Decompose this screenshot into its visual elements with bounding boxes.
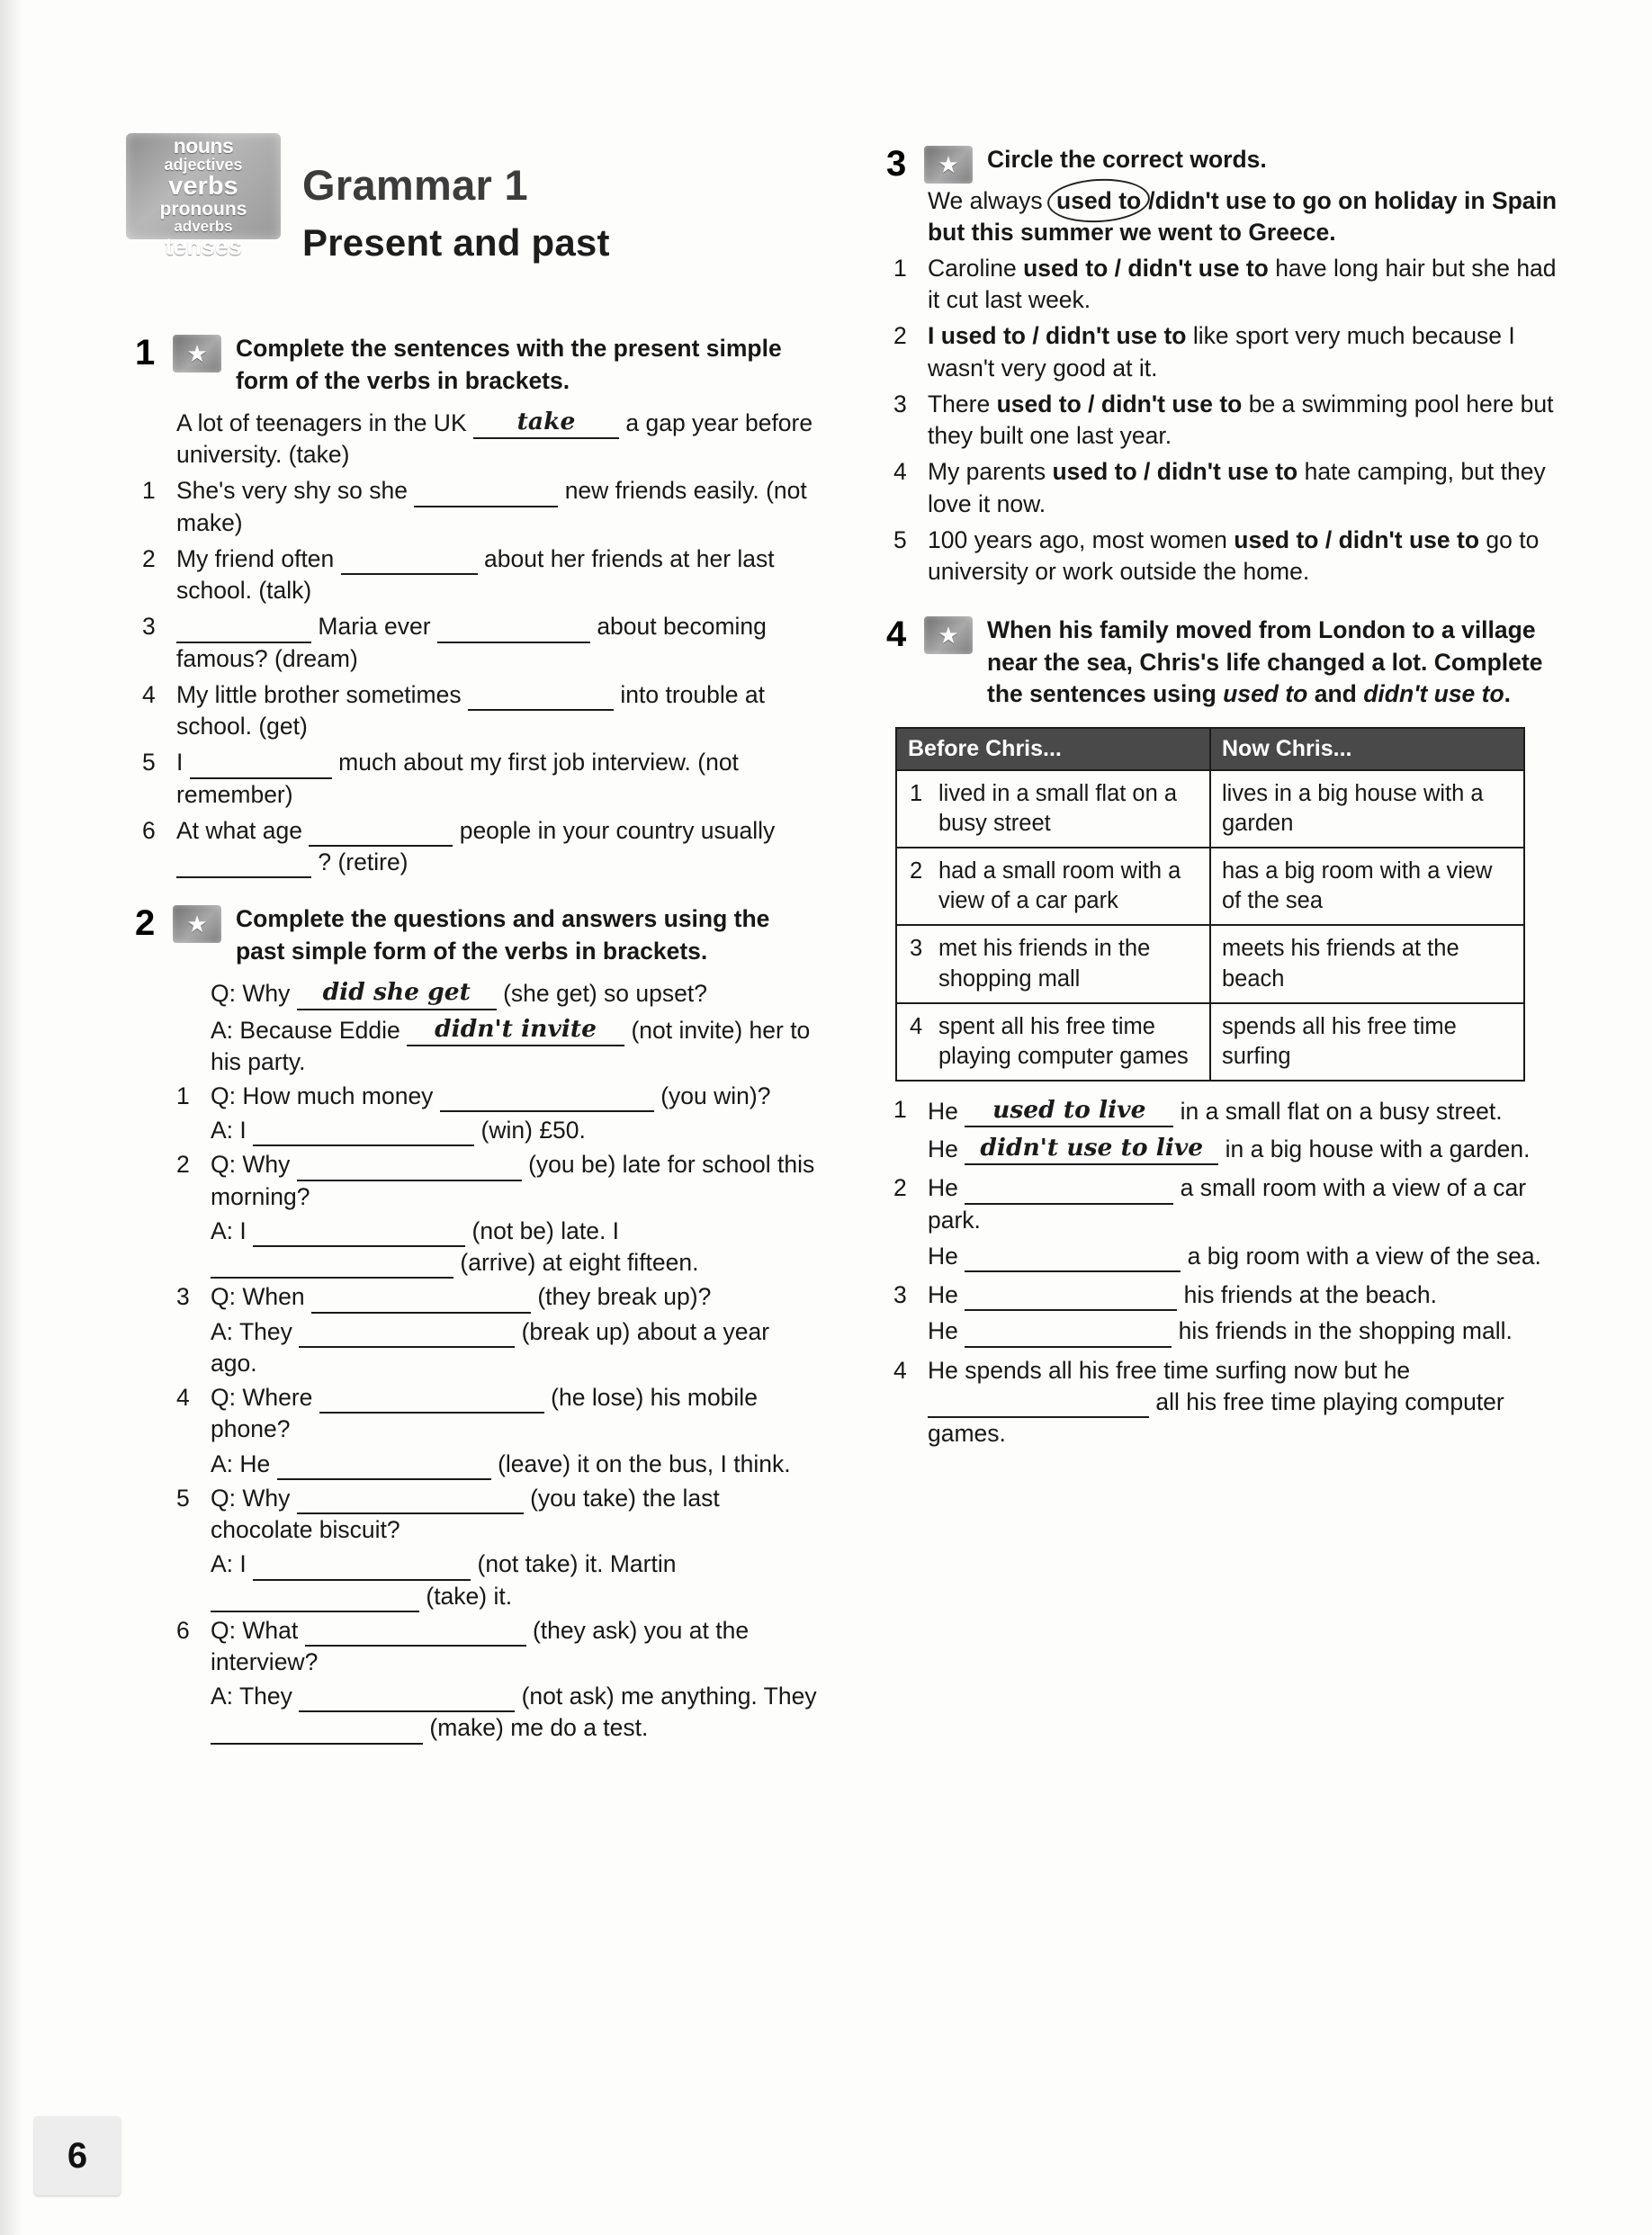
list-item[interactable] (135, 1548, 819, 1611)
qa-before: Because Eddie (239, 1016, 400, 1044)
qa-label: Q: (211, 1082, 236, 1109)
list-item[interactable] (135, 611, 819, 674)
item-number: 2 (142, 544, 156, 572)
right-column (886, 144, 1570, 1454)
item-number: 1 (176, 1082, 190, 1109)
qa-before: I (239, 1216, 247, 1244)
list-item[interactable] (135, 1382, 819, 1445)
cell-now: meets his friends at the beach (1210, 925, 1524, 1002)
list-item[interactable] (135, 1615, 819, 1678)
answer-blank[interactable] (299, 1322, 515, 1348)
option-pair[interactable]: used to / didn't use to (940, 322, 1187, 350)
row-number: 1 (910, 780, 923, 806)
answer-blank[interactable] (211, 1719, 423, 1745)
item-number: 4 (893, 1356, 907, 1384)
cell-now: has a big room with a view of the sea (1210, 848, 1524, 925)
option-pair[interactable]: used to / didn't use to (996, 390, 1243, 417)
answer-after: his friends at the beach. (1183, 1281, 1438, 1309)
instruction-used-to: used to (1223, 680, 1308, 708)
item-number: 6 (176, 1616, 190, 1644)
cell-text: had a small room with a view of a car park (938, 858, 1181, 914)
list-item[interactable] (135, 1115, 819, 1146)
logo-word-pronouns: pronouns (159, 199, 247, 220)
table-row (896, 770, 1524, 848)
example-answer: take (473, 406, 619, 439)
list-item[interactable] (135, 679, 819, 742)
logo-word-tenses: tenses (165, 233, 242, 260)
qa-label: A: (211, 1117, 234, 1144)
item-after: about her friends at her last school. (talk) (176, 544, 775, 605)
exercise-4-instruction (886, 615, 1570, 711)
instruction-part-1: When his family moved from London to a village near the sea, Chris's life changed a lot. Complete the sentences using (987, 616, 1543, 708)
table-header-row (896, 728, 1524, 770)
instruction-part-3: . (1504, 680, 1512, 708)
qa-after2: (make) me do a test. (429, 1714, 649, 1742)
left-column (135, 333, 819, 1747)
exercise-2-items (135, 976, 819, 1744)
qa-after: (you take) the last chocolate biscuit? (211, 1484, 720, 1544)
answer-blank[interactable] (211, 1586, 419, 1612)
star-icon (924, 616, 973, 654)
table-row (896, 1003, 1524, 1081)
list-item[interactable] (886, 389, 1570, 452)
answer-blank[interactable] (277, 1454, 491, 1480)
answer-blank[interactable] (965, 1247, 1181, 1273)
instruction-didnt-use-to: didn't use to (1363, 680, 1504, 708)
answer-before: He (928, 1097, 958, 1125)
item-before: My friend often (176, 544, 335, 572)
answer-blank[interactable] (319, 1388, 544, 1414)
item-number: 4 (893, 458, 907, 486)
page-title: Grammar 1 (302, 161, 528, 209)
item-number: 5 (142, 749, 156, 776)
list-item[interactable] (886, 1094, 1570, 1127)
list-item[interactable] (135, 1216, 819, 1279)
qa-before: I (239, 1117, 247, 1144)
answer-after: in a small flat on a busy street. (1180, 1097, 1503, 1125)
list-item[interactable] (886, 1279, 1570, 1311)
logo-word-verbs: verbs (168, 172, 238, 201)
answer-blank[interactable] (253, 1222, 465, 1248)
exercise-2-heading (135, 903, 819, 967)
item-after: new friends easily. (not make) (176, 477, 807, 536)
qa-label: A: (211, 1683, 234, 1710)
qa-after: (leave) it on the bus, I think. (498, 1450, 791, 1477)
qa-before: Where (242, 1384, 313, 1412)
answer-before: He (928, 1317, 958, 1345)
answer-before: He spends all his free time surfing now but he (928, 1356, 1411, 1384)
qa-label: Q: (211, 1384, 236, 1412)
answer-after: in a big house with a garden. (1225, 1135, 1531, 1163)
answer-before: He (928, 1281, 958, 1309)
example-post: /didn't use to go on holiday in Spain but this summer we went to Greece. (928, 186, 1558, 246)
qa-before: What (242, 1616, 299, 1644)
list-item[interactable] (135, 1149, 819, 1212)
qa-after: (not invite) her to his party. (211, 1016, 811, 1075)
answer-blank[interactable] (440, 1087, 654, 1113)
list-item[interactable] (886, 320, 1570, 383)
item-number: 2 (893, 322, 907, 350)
qa-after: (they break up)? (537, 1283, 712, 1311)
page-number: 6 (34, 2116, 121, 2195)
page-subtitle: Present and past (302, 221, 610, 264)
exercise-1-items (135, 406, 819, 878)
qa-after: (win) £50. (480, 1117, 586, 1144)
page-edge-shadow (0, 0, 23, 2235)
item-number: 5 (176, 1484, 190, 1512)
answer-blank[interactable] (309, 821, 453, 848)
example-before: A lot of teenagers in the UK (176, 409, 467, 436)
cell-before (896, 1003, 1210, 1081)
item-before: At what age (176, 816, 302, 844)
qa-before: They (238, 1317, 292, 1345)
exercise-2-number: 2 (135, 903, 156, 944)
cell-now: lives in a big house with a garden (1210, 770, 1524, 848)
list-item[interactable] (886, 1172, 1570, 1235)
qa-answer: did she get (297, 976, 497, 1010)
item-number: 4 (142, 680, 156, 708)
qa-after: (break up) about a year ago. (211, 1317, 770, 1377)
item-after: ? (retire) (318, 848, 409, 876)
answer-after: his friends in the shopping mall. (1178, 1317, 1513, 1345)
exercise-3-number: 3 (886, 144, 907, 184)
cell-before (896, 925, 1210, 1002)
list-item[interactable] (135, 1281, 819, 1313)
row-number: 4 (910, 1013, 923, 1039)
column-header-now: Now Chris... (1210, 728, 1524, 770)
answer-blank[interactable] (305, 1620, 526, 1647)
qa-before: Why (242, 1151, 291, 1179)
item-after: about becoming famous? (dream) (176, 613, 767, 672)
answer-blank[interactable] (253, 1121, 474, 1147)
qa-after: (she get) so upset? (503, 980, 707, 1008)
list-item[interactable] (135, 815, 819, 878)
row-number: 3 (910, 936, 923, 962)
item-pre: Caroline (928, 254, 1024, 282)
qa-before: Why (242, 980, 291, 1008)
cell-now: spends all his free time surfing (1210, 1003, 1524, 1081)
qa-label: Q: (211, 1484, 236, 1512)
answer-blank[interactable] (437, 617, 590, 643)
list-item[interactable] (135, 1449, 819, 1480)
qa-before: I (239, 1550, 247, 1578)
answer-after: all his free time playing computer games. (928, 1387, 1504, 1448)
answer-blank[interactable] (414, 481, 558, 507)
qa-label: A: (211, 1016, 234, 1044)
filled-answer: used to live (965, 1094, 1173, 1127)
answer-blank[interactable] (190, 753, 332, 779)
item-pre: I (928, 322, 941, 350)
answer-blank[interactable] (176, 617, 311, 643)
item-post: be a swimming pool here but they built one last year. (928, 390, 1554, 450)
item-number: 4 (176, 1384, 190, 1412)
exercise-3-items (886, 185, 1570, 588)
qa-label: Q: (211, 980, 236, 1008)
item-number: 1 (893, 1095, 907, 1123)
item-number: 2 (893, 1174, 907, 1202)
chris-comparison-table (895, 727, 1525, 1082)
item-number: 5 (893, 525, 907, 553)
answer-blank[interactable] (965, 1179, 1173, 1205)
item-number: 3 (176, 1283, 190, 1311)
item-number: 6 (142, 816, 156, 844)
exercise-3-heading (886, 144, 1570, 184)
qa-after: (you be) late for school this morning? (211, 1151, 815, 1210)
list-item[interactable] (135, 1316, 819, 1379)
circled-answer: used to (1049, 185, 1148, 217)
answer-before: He (928, 1242, 958, 1270)
answer-blank[interactable] (468, 686, 614, 712)
table-row (896, 925, 1524, 1002)
logo-word-adjectives: adjectives (164, 156, 243, 174)
answer-blank[interactable] (928, 1393, 1149, 1419)
item-before: She's very shy so she (176, 477, 408, 505)
qa-label: A: (211, 1450, 234, 1477)
item-after: into trouble at school. (get) (176, 680, 765, 741)
answer-before: He (928, 1135, 958, 1163)
logo-word-nouns: nouns (173, 134, 234, 157)
list-item[interactable] (886, 525, 1570, 588)
star-icon (173, 335, 221, 372)
qa-after: (you win)? (660, 1082, 771, 1109)
answer-blank[interactable] (965, 1286, 1177, 1312)
answer-after: a big room with a view of the sea. (1187, 1242, 1541, 1270)
qa-after: (they ask) you at the interview? (211, 1616, 750, 1675)
item-before: I (176, 749, 184, 776)
qa-before: How much money (242, 1082, 434, 1109)
filled-answer: didn't use to live (965, 1132, 1218, 1165)
option-pair[interactable]: used to / didn't use to (1052, 458, 1298, 486)
list-item[interactable] (135, 475, 819, 538)
item-mid: people in your country usually (459, 816, 776, 844)
qa-label: A: (211, 1216, 234, 1244)
list-item[interactable] (886, 1315, 1570, 1347)
item-after: much about my first job interview. (not remember) (176, 749, 739, 808)
answer-blank[interactable] (176, 853, 311, 879)
qa-before: When (242, 1283, 305, 1311)
item-mid: Maria ever (318, 613, 431, 641)
exercise-1-instruction: Complete the sentences with the present simple form of the verbs in brackets. (236, 335, 782, 394)
answer-blank[interactable] (311, 1288, 531, 1314)
item-number: 1 (893, 254, 907, 282)
answer-blank[interactable] (253, 1555, 471, 1581)
answer-blank[interactable] (297, 1155, 522, 1181)
list-item[interactable] (135, 1681, 819, 1744)
option-pair[interactable]: used to / didn't use to (1023, 254, 1269, 282)
answer-blank[interactable] (965, 1322, 1172, 1348)
exercise-1-number: 1 (135, 333, 156, 372)
list-item[interactable] (886, 1132, 1570, 1165)
cell-text: met his friends in the shopping mall (938, 936, 1151, 992)
answer-blank[interactable] (341, 550, 478, 576)
list-item[interactable] (886, 253, 1570, 316)
cell-text: lived in a small flat on a busy street (938, 780, 1178, 836)
item-post: have long hair but she had it cut last week. (928, 254, 1557, 314)
cell-before (896, 848, 1210, 925)
qa-label: A: (211, 1550, 234, 1578)
exercise-4-number: 4 (886, 615, 907, 655)
exercise-2-example-a (135, 1013, 819, 1078)
item-post: like sport very much because I wasn't very good at it. (928, 322, 1515, 381)
qa-before: He (239, 1450, 271, 1477)
list-item[interactable] (886, 456, 1570, 519)
item-post: go to university or work outside the home. (928, 525, 1540, 586)
qa-label: Q: (211, 1151, 236, 1179)
item-number: 3 (893, 1281, 907, 1309)
qa-after: (not be) late. I (471, 1216, 620, 1244)
answer-blank[interactable] (211, 1253, 453, 1279)
item-post: hate camping, but they love it now. (928, 458, 1546, 517)
answer-blank[interactable] (299, 1687, 515, 1713)
table-row (896, 848, 1524, 925)
item-pre: There (928, 390, 997, 417)
grammar-logo-badge (126, 133, 281, 260)
qa-label: Q: (211, 1283, 236, 1311)
qa-before: Why (242, 1484, 291, 1512)
item-pre: 100 years ago, most women (928, 525, 1235, 553)
qa-after: (not take) it. Martin (477, 1550, 677, 1578)
list-item[interactable] (135, 543, 819, 606)
exercise-2-instruction: Complete the questions and answers using the past simple form of the verbs in brackets. (236, 905, 770, 965)
qa-after2: (take) it. (426, 1582, 513, 1610)
answer-before: He (928, 1174, 958, 1202)
exercise-1-example (135, 406, 819, 471)
answer-blank[interactable] (297, 1489, 524, 1515)
example-after: a gap year before university. (take) (176, 409, 813, 469)
item-before: My little brother sometimes (176, 680, 462, 708)
item-number: 1 (142, 477, 156, 505)
qa-before: They (238, 1683, 292, 1710)
exercise-2-example-q (135, 976, 819, 1010)
list-item[interactable] (135, 1081, 819, 1112)
star-icon (924, 146, 973, 184)
star-icon (173, 905, 221, 943)
list-item[interactable] (886, 1355, 1570, 1450)
exercise-4-heading (886, 615, 1570, 711)
list-item[interactable] (886, 1241, 1570, 1272)
qa-answer: didn't invite (407, 1013, 624, 1046)
exercise-4-answers (886, 1094, 1570, 1450)
list-item[interactable] (135, 1483, 819, 1546)
qa-label: A: (211, 1317, 234, 1345)
list-item[interactable] (135, 747, 819, 810)
exercise-3-example (886, 185, 1570, 248)
logo-word-adverbs: adverbs (174, 218, 233, 235)
instruction-part-2: and (1307, 680, 1364, 708)
answer-after: a small room with a view of a car park. (928, 1174, 1527, 1234)
item-number: 3 (142, 613, 156, 641)
qa-after: (not ask) me anything. They (521, 1683, 817, 1710)
exercise-1-heading (135, 333, 819, 397)
item-pre: My parents (928, 458, 1053, 486)
item-number: 2 (176, 1151, 190, 1179)
qa-after2: (arrive) at eight fifteen. (460, 1249, 699, 1277)
option-pair[interactable]: used to / didn't use to (1234, 525, 1480, 553)
column-header-before: Before Chris... (896, 728, 1210, 770)
cell-before (896, 770, 1210, 848)
item-number: 3 (893, 390, 907, 417)
example-pre: We always (928, 186, 1043, 214)
qa-label: Q: (211, 1616, 236, 1644)
cell-text: spent all his free time playing computer games (938, 1013, 1189, 1069)
row-number: 2 (910, 858, 923, 884)
exercise-3-instruction: Circle the correct words. (987, 146, 1267, 173)
qa-after: (he lose) his mobile phone? (211, 1384, 758, 1443)
